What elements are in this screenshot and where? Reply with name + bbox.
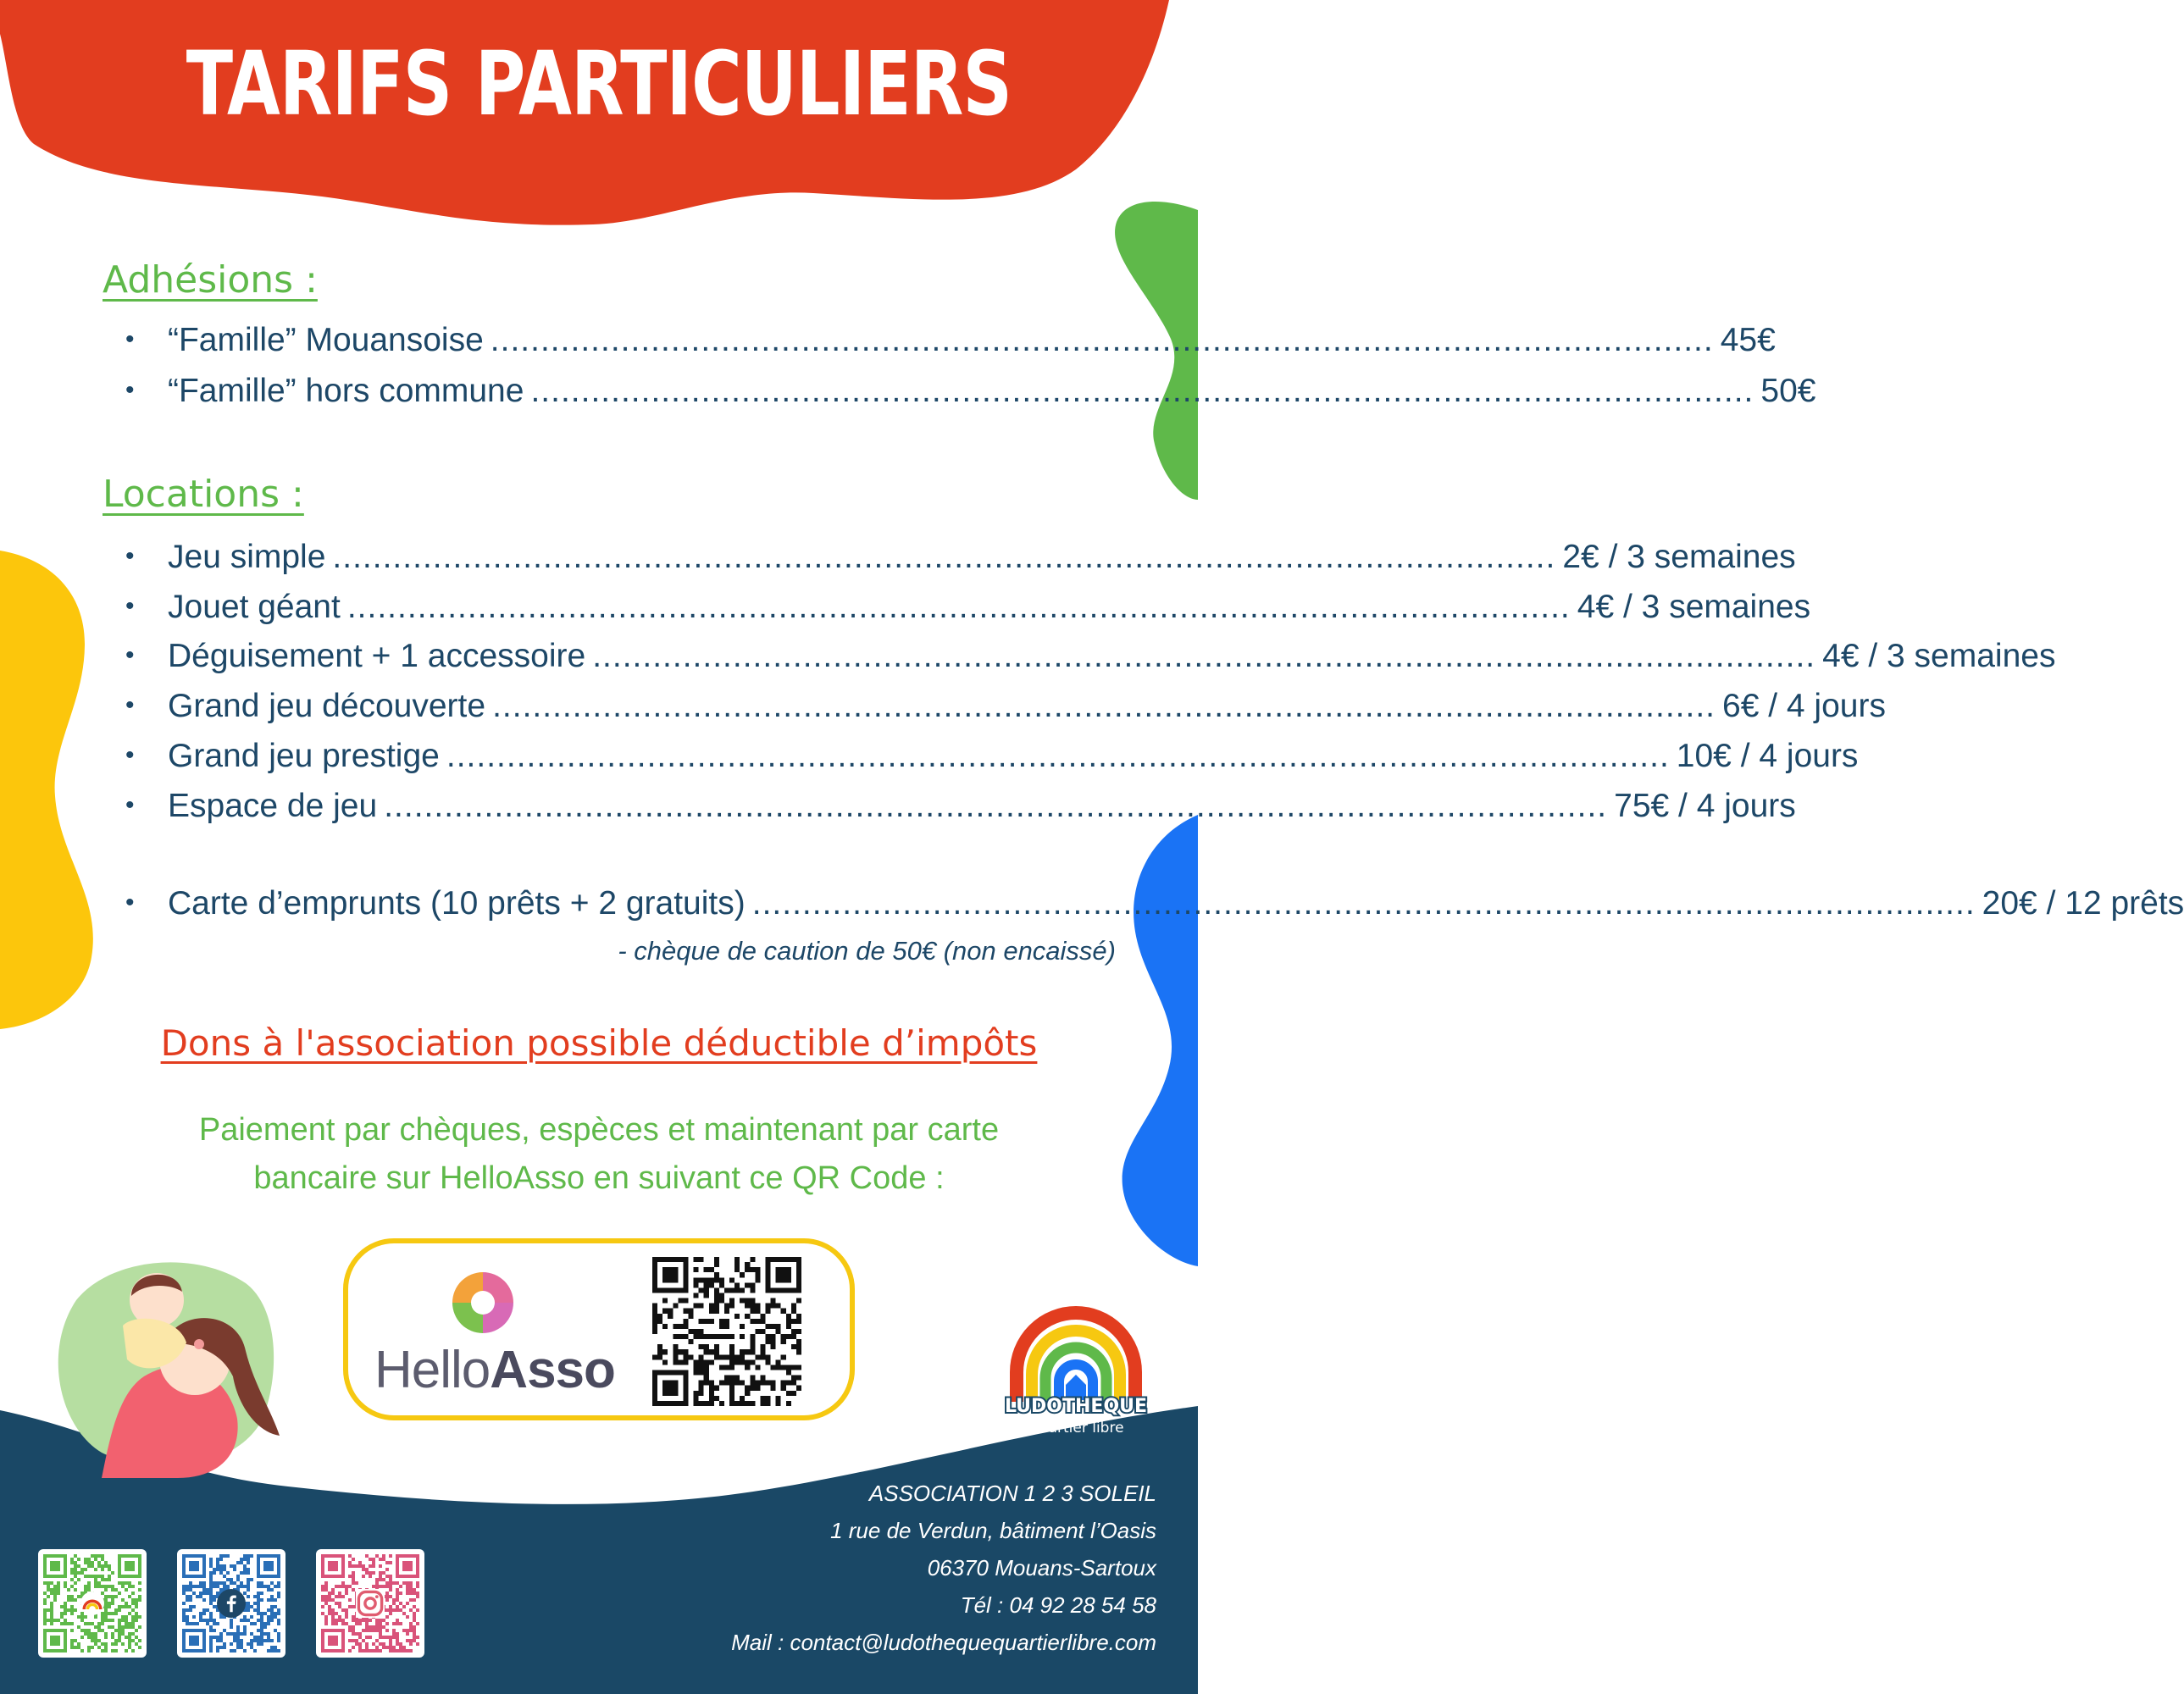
association-city: 06370 Mouans-Sartoux (927, 1555, 1156, 1581)
helloasso-part1: Hello (374, 1341, 491, 1399)
logo-subtitle: Quartier libre (1028, 1420, 1124, 1437)
dot-leader: .......................................................................................................................... (332, 539, 1556, 575)
bullet-icon: • (125, 741, 135, 769)
item-label: Grand jeu découverte (168, 688, 486, 724)
page-title: TARIFS PARTICULIERS (186, 32, 1012, 136)
item-label: “Famille” hors commune (168, 373, 524, 409)
qr-code-icon[interactable] (652, 1257, 801, 1406)
association-mail[interactable]: Mail : contact@ludothequequartierlibre.com (731, 1630, 1156, 1655)
dot-leader: .......................................................................................................................... (751, 885, 1976, 922)
bullet-icon: • (125, 542, 135, 570)
item-label: “Famille” Mouansoise (168, 322, 484, 358)
item-price: 45€ (1720, 322, 1776, 358)
ludotheque-logo (991, 1283, 1161, 1436)
list-item (125, 738, 1859, 775)
dot-leader: .......................................................................................................................... (384, 788, 1608, 824)
bullet-icon: • (125, 889, 135, 916)
item-price: 4€ / 3 semaines (1822, 638, 2056, 674)
item-label: Jouet géant (168, 589, 341, 625)
dot-leader: .......................................................................................................................... (492, 688, 1716, 724)
item-price: 50€ (1760, 373, 1816, 409)
item-price: 20€ / 12 prêts (1982, 885, 2184, 922)
yellow-blob (0, 551, 93, 1029)
item-price: 10€ / 4 jours (1676, 738, 1859, 774)
item-label: Grand jeu prestige (168, 738, 440, 774)
facebook-icon (217, 1589, 246, 1618)
donation-notice: Dons à l'association possible déductible d’impôts (160, 1022, 1038, 1064)
item-price: 4€ / 3 semaines (1577, 589, 1811, 625)
list-item (125, 688, 1886, 725)
association-address: 1 rue de Verdun, bâtiment l’Oasis (830, 1518, 1156, 1543)
dot-leader: .......................................................................................................................... (592, 638, 1816, 674)
association-name: ASSOCIATION 1 2 3 SOLEIL (868, 1481, 1156, 1506)
helloasso-wordmark (374, 1340, 615, 1400)
list-item (125, 589, 1811, 626)
bullet-icon: • (125, 592, 135, 620)
list-item (125, 638, 2056, 675)
list-item-card (125, 885, 2184, 922)
logo-name: LUDOTHEQUE (1004, 1396, 1148, 1417)
list-item (125, 539, 1796, 576)
website-qr-card[interactable] (38, 1549, 147, 1658)
item-label: Espace de jeu (168, 788, 378, 824)
dot-leader: .......................................................................................................................... (490, 322, 1714, 358)
instagram-qr-card[interactable] (316, 1549, 424, 1658)
instagram-icon (356, 1589, 385, 1618)
list-item (125, 322, 1776, 359)
bullet-icon: • (125, 691, 135, 719)
item-price: 6€ / 4 jours (1722, 688, 1886, 724)
payment-line-1: Paiement par chèques, espèces et maintenant par carte (198, 1112, 1000, 1148)
item-label: Carte d’emprunts (10 prêts + 2 gratuits) (168, 885, 746, 922)
bullet-icon: • (125, 376, 135, 404)
facebook-qr-card[interactable] (177, 1549, 285, 1658)
rainbow-icon (80, 1592, 104, 1615)
list-item (125, 373, 1816, 410)
dot-leader: .......................................................................................................................... (346, 589, 1571, 625)
bullet-icon: • (125, 325, 135, 353)
item-label: Jeu simple (168, 539, 326, 575)
association-phone[interactable]: Tél : 04 92 28 54 58 (960, 1592, 1156, 1618)
locations-heading: Locations : (103, 473, 304, 516)
adhesions-heading: Adhésions : (103, 258, 318, 302)
helloasso-part2: Asso (490, 1341, 615, 1399)
dot-leader: .......................................................................................................................... (530, 373, 1754, 409)
list-item (125, 788, 1796, 825)
payment-line-2: bancaire sur HelloAsso en suivant ce QR Code : (253, 1160, 945, 1196)
dot-leader: .......................................................................................................................... (446, 738, 1670, 774)
helloasso-logo-icon (447, 1267, 518, 1338)
bullet-icon: • (125, 641, 135, 669)
item-price: 75€ / 4 jours (1614, 788, 1796, 824)
caution-note: - chèque de caution de 50€ (non encaissé) (618, 936, 1116, 966)
mother-child-illustration (51, 1249, 288, 1478)
item-price: 2€ / 3 semaines (1562, 539, 1796, 575)
bullet-icon: • (125, 791, 135, 819)
item-label: Déguisement + 1 accessoire (168, 638, 586, 674)
